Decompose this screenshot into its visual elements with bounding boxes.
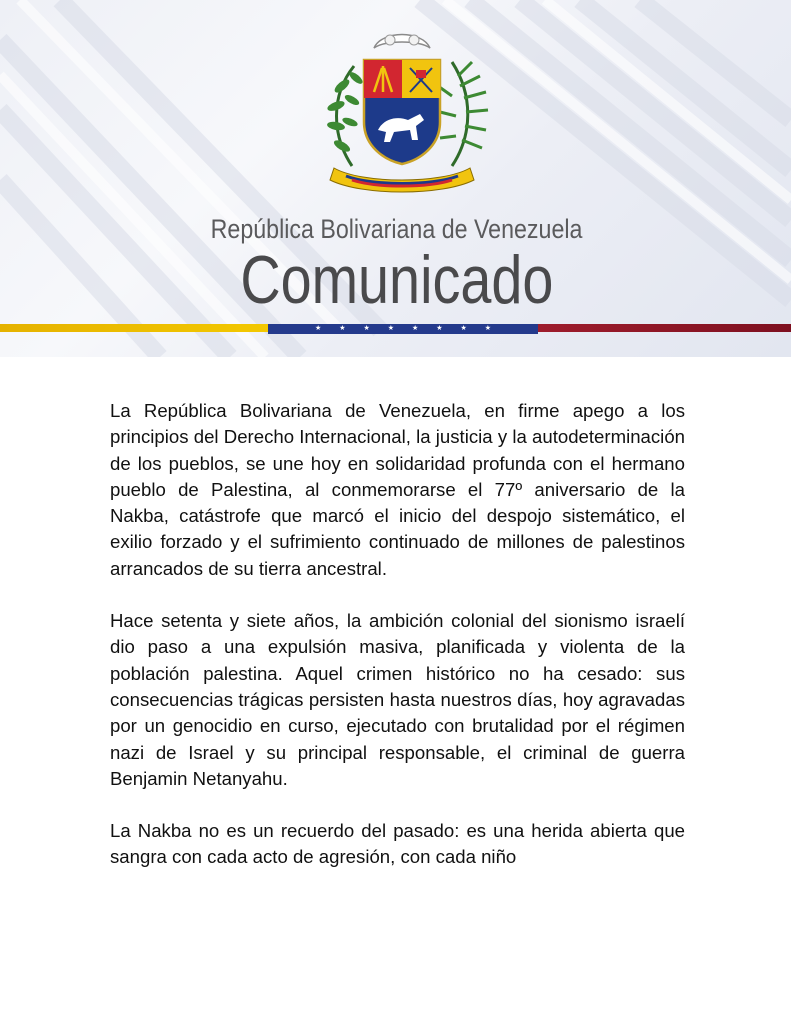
star-icon: ★ bbox=[411, 325, 419, 332]
star-icon: ★ bbox=[314, 325, 322, 332]
flag-band-blue bbox=[268, 324, 538, 334]
star-icon: ★ bbox=[484, 325, 492, 332]
country-name: República Bolivariana de Venezuela bbox=[210, 214, 583, 244]
body-paragraph: La República Bolivariana de Venezuela, en firme apego a los principios del Derecho Internacional, la justicia y la autodeterminación de los pueblos, se une hoy en solidaridad profunda con el hermano pueblo de Palestina, al conmemorarse el 77º aniversario de la Nakba, catástrofe que marcó el inicio del despojo sistemático, el exilio forzado y el sufrimiento continuado de millones de palestinos arrancados de su tierra ancestral. bbox=[110, 400, 685, 579]
venezuela-coat-of-arms-icon bbox=[312, 26, 492, 198]
flag-color-band bbox=[0, 324, 791, 334]
star-icon: ★ bbox=[339, 325, 346, 332]
document-title: Comunicado bbox=[240, 242, 554, 318]
star-icon: ★ bbox=[363, 325, 370, 332]
star-icon: ★ bbox=[436, 325, 443, 332]
document-header bbox=[0, 0, 791, 357]
star-icon: ★ bbox=[460, 325, 467, 332]
flag-band-yellow bbox=[0, 324, 268, 332]
body-paragraph: La Nakba no es un recuerdo del pasado: es una herida abierta que sangra con cada acto de agresión, con cada niño bbox=[110, 820, 685, 868]
star-icon: ★ bbox=[387, 325, 395, 332]
communique-body bbox=[110, 398, 685, 897]
flag-band-red bbox=[538, 324, 791, 332]
body-paragraph: Hace setenta y siete años, la ambición colonial del sionismo israelí dio paso a una expulsión masiva, planificada y violenta de la población palestina. Aquel crimen histórico no ha cesado: sus consecuencias trágicas persisten hasta nuestros días, hoy agravadas por un genocidio en curso, ejecutado con brutalidad por el régimen nazi de Israel y su principal responsable, el criminal de guerra Benjamin Netanyahu. bbox=[110, 610, 685, 789]
